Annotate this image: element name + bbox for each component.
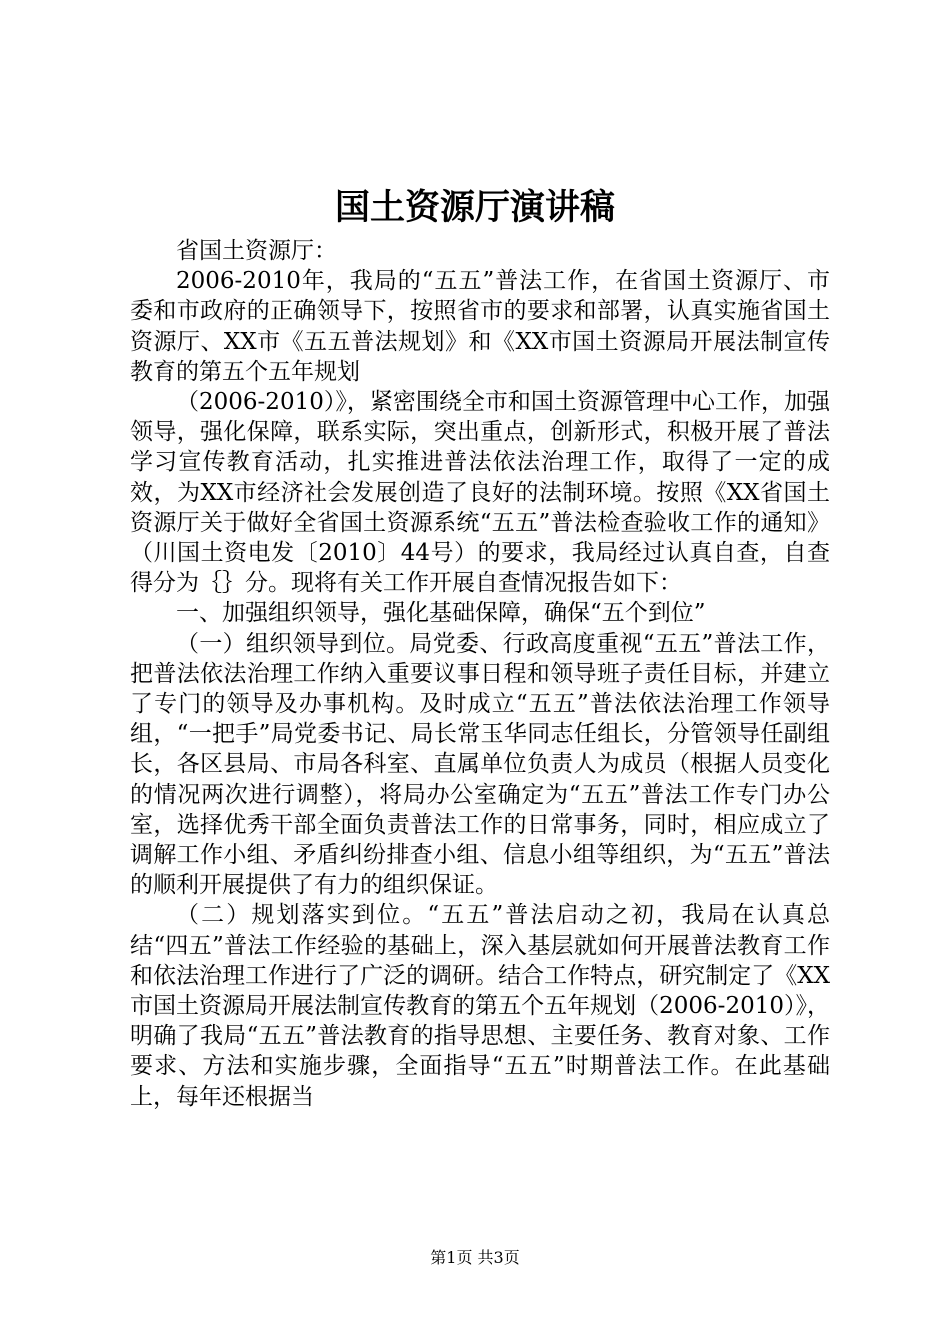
document-body <box>130 236 830 1112</box>
section-heading: 一、加强组织领导，强化基础保障，确保“五个到位” <box>176 600 706 627</box>
body-paragraph: （二）规划落实到位。“五五”普法启动之初，我局在认真总结“四五”普法工作经验的基础上，深入基层就如何开展普法教育工作和依法治理工作进行了广泛的调研。结合工作特点，研究制定了《XX市国土资源局开展法制宣传教育的第五个五年规划（2006-2010）》，明确了我局“五五”普法教育的指导思想、主要任务、教育对象、工作要求、方法和实施步骤，全面指导“五五”时期普法工作。在此基础上，每年还根据当 <box>130 902 830 1110</box>
salutation-paragraph: 省国土资源厅： <box>176 238 337 264</box>
body-paragraph: 2006-2010年，我局的“五五”普法工作，在省国土资源厅、市委和市政府的正确领导下，按照省市的要求和部署，认真实施省国土资源厅、XX市《五五普法规划》和《XX市国土资源局开展法制宣传教育的第五个五年规划 <box>130 268 830 385</box>
document-title: 国土资源厅演讲稿 <box>334 187 615 228</box>
body-paragraph: （2006-2010）》，紧密围绕全市和国土资源管理中心工作，加强领导，强化保障，联系实际，突出重点，创新形式，积极开展了普法学习宣传教育活动，扎实推进普法依法治理工作，取得了一定的成效，为XX市经济社会发展创造了良好的法制环境。按照《XX省国土资源厅关于做好全省国土资源系统“五五”普法检查验收工作的通知》（川国土资电发〔2010〕44号）的要求，我局经过认真自查，自查得分为｛｝分。现将有关工作开展自查情况报告如下： <box>130 389 830 597</box>
page-footer: 第1页 共3页 <box>430 1248 520 1267</box>
body-paragraph: （一）组织领导到位。局党委、行政高度重视“五五”普法工作，把普法依法治理工作纳入重要议事日程和领导班子责任目标，并建立了专门的领导及办事机构。及时成立“五五”普法依法治理工作领导组，“一把手”局党委书记、局长常玉华同志任组长，分管领导任副组长，各区县局、市局各科室、直属单位负责人为成员（根据人员变化的情况两次进行调整），将局办公室确定为“五五”普法工作专门办公室，选择优秀干部全面负责普法工作的日常事务，同时，相应成立了调解工作小组、矛盾纠纷排查小组、信息小组等组织，为“五五”普法的顺利开展提供了有力的组织保证。 <box>130 630 830 899</box>
